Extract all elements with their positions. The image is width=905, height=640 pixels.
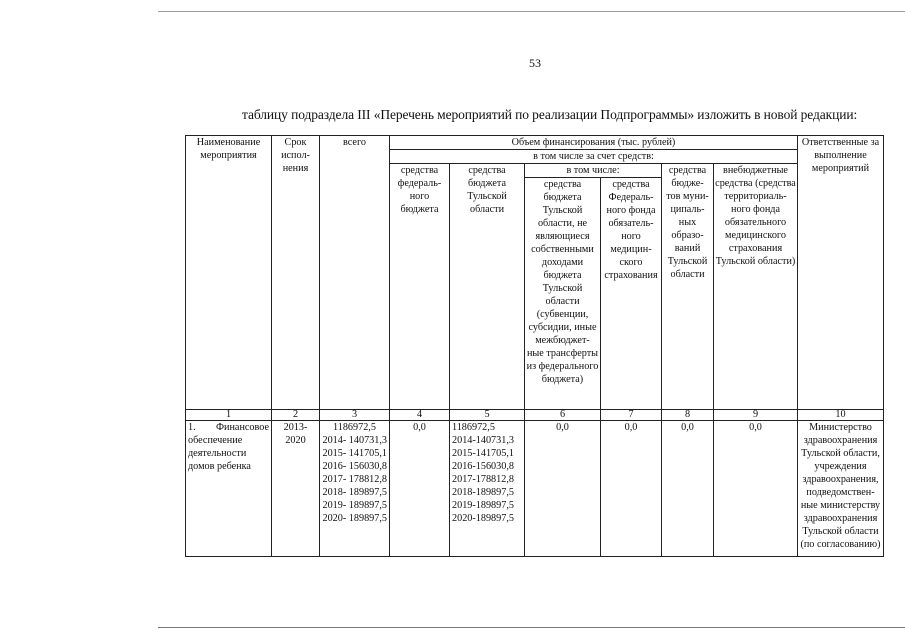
bottom-rule: [158, 627, 905, 628]
header-funding: Объем финансирования (тыс. рублей): [390, 136, 798, 150]
header-regional-own: средства бюджета Тульской области, не являющиеся собственными доходами бюджета Тульской области (субвенции, субсидии, иные межбюджет- ные трансферты из федерального бюджета): [525, 178, 601, 410]
measure-name-rest: обеспечение деятельности домов ребенка: [188, 435, 251, 472]
regional-cell: [450, 421, 525, 557]
table-row: [186, 421, 884, 557]
column-number: 9: [714, 410, 798, 421]
top-rule: [158, 11, 905, 12]
column-number: 7: [601, 410, 662, 421]
header-extra: внебюджетные средства (средства территориаль- ного фонда обязательного медицинского страхования Тульской области): [714, 164, 798, 410]
column-number: 4: [390, 410, 450, 421]
measure-number: 1.: [188, 422, 196, 433]
header-regional: средства бюджета Тульской области: [450, 164, 525, 410]
total-year-2020: 2020- 189897,5: [322, 513, 387, 524]
measure-name-cell: [186, 421, 272, 557]
header-fund: средства Федераль- ного фонда обязатель- ного медицин- ского страхования: [601, 178, 662, 410]
column-number: 6: [525, 410, 601, 421]
municipal-cell: 0,0: [662, 421, 714, 557]
regional-sum: 1186972,5: [452, 422, 495, 433]
total-year-2019: 2019- 189897,5: [322, 500, 387, 511]
page-number: 53: [529, 56, 541, 70]
measures-table: [185, 135, 884, 557]
column-number: 3: [320, 410, 390, 421]
header-name: Наименование мероприятия: [186, 136, 272, 410]
total-year-2016: 2016- 156030,8: [322, 461, 387, 472]
column-number: 5: [450, 410, 525, 421]
federal-cell: 0,0: [390, 421, 450, 557]
intro-text: таблицу подраздела III «Перечень мероприятий по реализации Подпрограммы» изложить в новой редакции:: [242, 107, 858, 122]
term-cell: 2013- 2020: [272, 421, 320, 557]
regional-year-2020: 2020-189897,5: [452, 513, 514, 524]
measure-name-word: Финансовое: [215, 422, 269, 433]
total-cell: [320, 421, 390, 557]
column-number: 8: [662, 410, 714, 421]
header-including: в том числе за счет средств:: [390, 150, 798, 164]
total-year-2014: 2014- 140731,3: [322, 435, 387, 446]
header-total: всего: [320, 136, 390, 410]
regional-year-2019: 2019-189897,5: [452, 500, 514, 511]
measure-name-first-line: [188, 421, 269, 434]
regional-year-2018: 2018-189897,5: [452, 487, 514, 498]
total-year-2018: 2018- 189897,5: [322, 487, 387, 498]
header-term: Срок испол- нения: [272, 136, 320, 410]
header-federal: средства федераль- ного бюджета: [390, 164, 450, 410]
total-year-2017: 2017- 178812,8: [322, 474, 387, 485]
header-of-which: в том числе:: [525, 164, 662, 178]
total-sum: 1186972,5: [333, 422, 376, 433]
responsible-cell: Министерство здравоохранения Тульской области, учреждения здравоохранения, подведомствен- ные министерству здравоохранения Тульской области (по согласованию): [798, 421, 884, 557]
regional-year-2014: 2014-140731,3: [452, 435, 514, 446]
regional-year-2015: 2015-141705,1: [452, 448, 514, 459]
regional-year-2016: 2016-156030,8: [452, 461, 514, 472]
regional-year-2017: 2017-178812,8: [452, 474, 514, 485]
header-municipal: средства бюдже- тов муни- ципаль- ных образо- ваний Тульской области: [662, 164, 714, 410]
column-number: 2: [272, 410, 320, 421]
column-number: 1: [186, 410, 272, 421]
column-number: 10: [798, 410, 884, 421]
total-year-2015: 2015- 141705,1: [322, 448, 387, 459]
regional-own-cell: 0,0: [525, 421, 601, 557]
extra-cell: 0,0: [714, 421, 798, 557]
fund-cell: 0,0: [601, 421, 662, 557]
header-responsible: Ответственные за выполнение мероприятий: [798, 136, 884, 410]
